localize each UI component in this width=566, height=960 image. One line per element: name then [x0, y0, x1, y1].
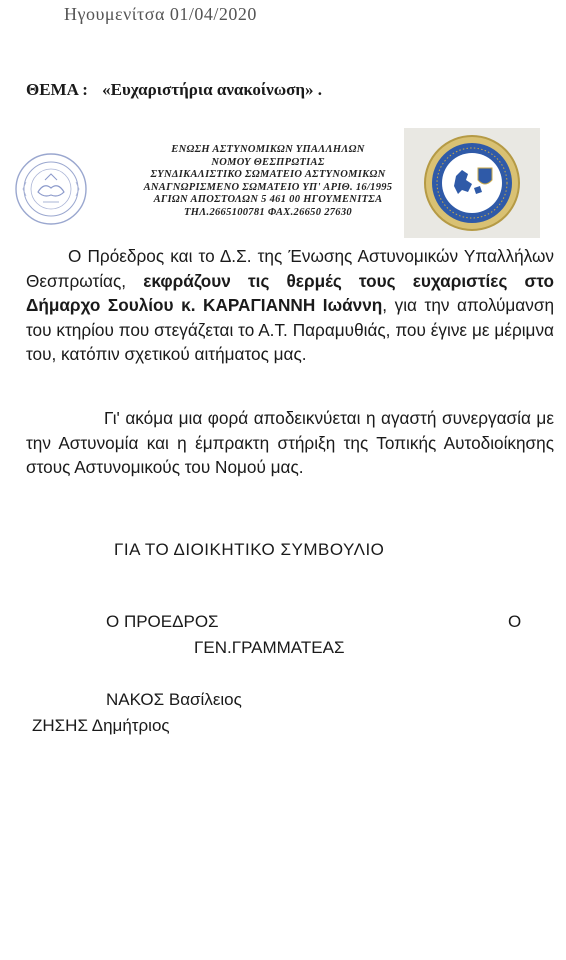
subject-text: «Ευχαριστήρια ανακοίνωση» . — [102, 80, 323, 99]
org-line: ΕΝΩΣΗ ΑΣΤΥΝΟΜΙΚΩΝ ΥΠΑΛΛΗΛΩΝ — [171, 144, 365, 155]
para1-text-c: , για την απολύμανση του κτηρίου που στεγάζεται το Α.Τ. Παραμυθιάς, που έγινε με μέριμνα του, κατόπιν σχετικού αιτήματος μας. — [26, 295, 555, 365]
org-line: ΤΗΛ.2665100781 ΦΑΧ.26650 27630 — [184, 206, 352, 218]
president-name: ΝΑΚΟΣ Βασίλειος — [106, 690, 242, 709]
secretary-name: ΖΗΣΗΣ Δημήτριος — [32, 716, 170, 735]
para1-text-a: Ο Πρόεδρος και το Δ.Σ. της Ένωσης Αστυνομικών Υπαλλήλων Θεσπρωτίας, — [26, 246, 554, 291]
date-line: Ηγουμενίτσα 01/04/2020 — [64, 4, 257, 24]
union-seal-logo — [14, 152, 88, 226]
para1-bold-text: εκφράζουν τις θερμές τους ευχαριστίες στο Δήμαρχο Σουλίου κ. ΚΑΡΑΓΙΑΝΝΗ Ιωάννη — [26, 270, 554, 316]
president-title: Ο ΠΡΟΕΔΡΟΣ — [106, 612, 219, 631]
org-line: ΝΟΜΟΥ ΘΕΣΠΡΩΤΙΑΣ — [211, 156, 325, 168]
secretary-title: ΓΕΝ.ΓΡΑΜΜΑΤΕΑΣ — [194, 638, 345, 657]
org-line: ΣΥΝΔΙΚΑΛΙΣΤΙΚΟ ΣΩΜΑΤΕΙΟ ΑΣΤΥΝΟΜΙΚΩΝ — [150, 169, 386, 181]
subject-label: ΘΕΜΑ : — [26, 80, 88, 99]
body-paragraph-2 — [26, 406, 554, 480]
board-heading: ΓΙΑ ΤΟ ΔΙΟΙΚΗΤΙΚΟ ΣΥΜΒΟΥΛΙΟ — [114, 540, 385, 559]
para2-text: Γι' ακόμα μια φορά αποδεικνύεται η αγαστή συνεργασία με την Αστυνομία και η έμπρακτη στήριξη της Τοπικής Αυτοδιοίκησης στους Αστυνομικούς του Νομού μας. — [26, 408, 554, 478]
secretary-article: Ο — [508, 612, 522, 631]
body-paragraph-1 — [26, 244, 554, 367]
org-line: ΑΝΑΓΝΩΡΙΣΜΕΝΟ ΣΩΜΑΤΕΙΟ ΥΠ' ΑΡΙΘ. 16/1995 — [143, 181, 393, 193]
subject-line — [26, 80, 322, 100]
emblem-coin-image — [404, 128, 540, 238]
org-line: ΑΓΙΩΝ ΑΠΟΣΤΟΛΩΝ 5 461 00 ΗΓΟΥΜΕΝΙΤΣΑ — [153, 194, 383, 206]
organization-letterhead — [78, 144, 458, 220]
